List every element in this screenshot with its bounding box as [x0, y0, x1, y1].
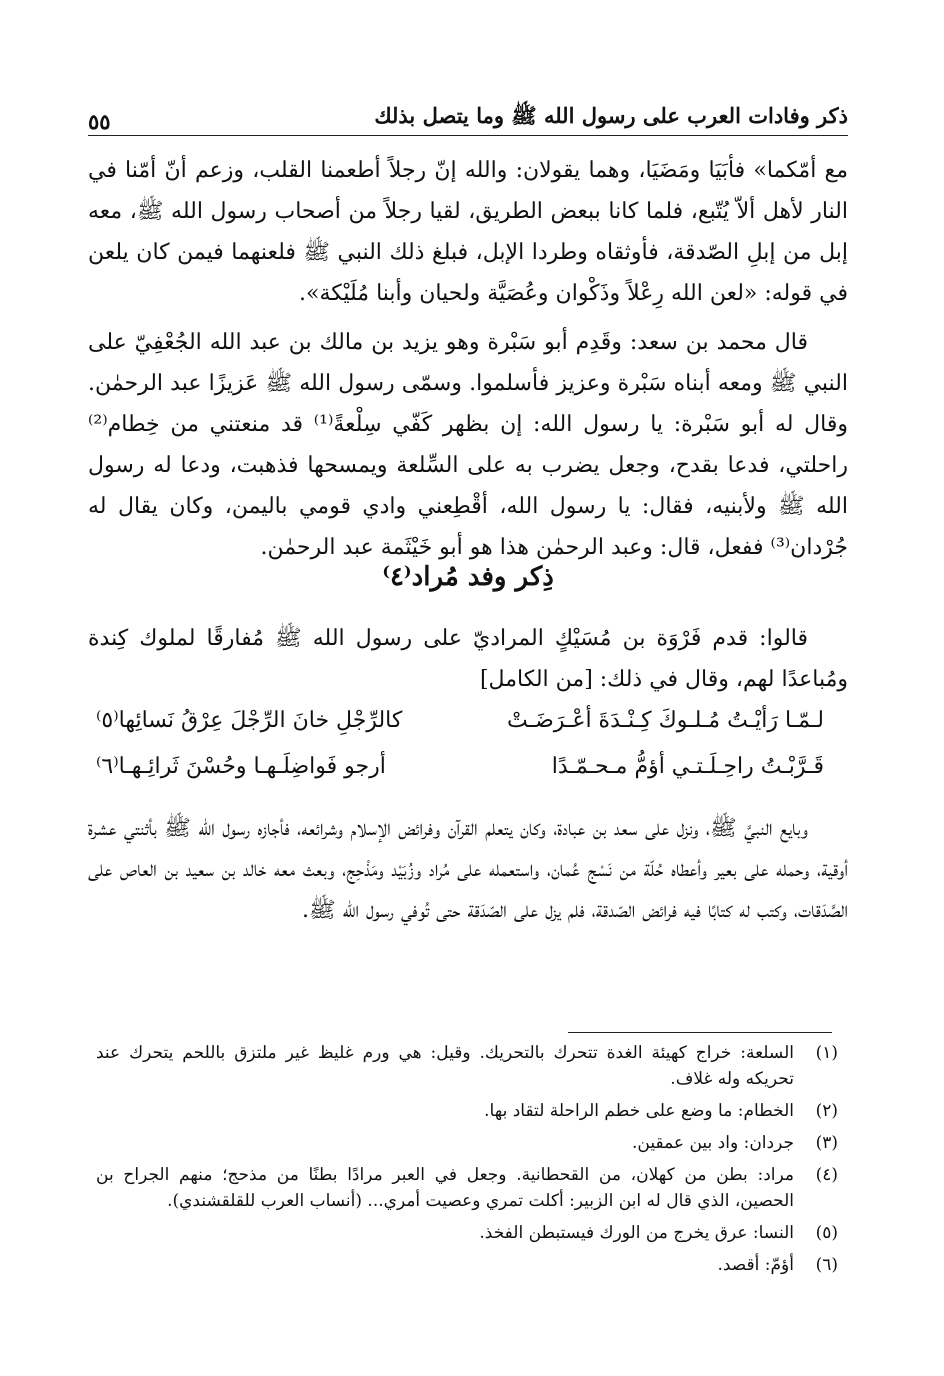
footnote-text: الخطام: ما وضع على خطم الراحلة لتقاد بها.	[484, 1101, 794, 1121]
paragraph-bayaa: وبايع النبيَّ ﷺ، ونزل على سعد بن عبادة، وكان يتعلم القرآن وفرائض الإسلام وشرائعه، فأجازه رسول الله ﷺ بأثنتي عشرة أوقية، وحمله على بعير وأعطاه حُلّة من نَسْج عُمان، واستعمله على مُراد وزُبَيْد ومَذْحِج، وبعث معه خالد بن سعيد بن العاص على الصَّدَقات، وكتب له كتابًا فيه فرائض الصّدقة، فلم يزل على الصّدَقة حتى تُوفي رسول الله ﷺ.	[88, 816, 848, 923]
footnote-text: مراد: بطن من كهلان، من القحطانية. وجعل في العبر مرادًا بطنًا من مذحج؛ منهم الجراح بن الحصين، الذي قال له ابن الزبير: أكلت تمري وعصيت أمري... (أنساب العرب للقلقشندي).	[96, 1165, 794, 1211]
verse-1-second-hemistich: كالرِّجْلِ خانَ الرِّجْلَ عِرْقُ نَسائِها⁽٥⁾	[96, 708, 403, 733]
verse-2-second-hemistich: أرجو فَواضِلَـهـا وحُسْنَ ثَرائِـهـا⁽٦⁾	[96, 754, 386, 779]
intro-paragraph	[88, 618, 848, 700]
footnote-item	[96, 1162, 838, 1214]
footnote-number: (٥)	[815, 1223, 838, 1243]
footnote-item	[96, 1098, 838, 1124]
running-title: ذكر وفادات العرب على رسول الله ﷺ وما يتصل بذلك	[374, 103, 848, 128]
footnote-number: (٢)	[815, 1101, 838, 1121]
section-heading: ذِكر وفد مُراد⁽٤⁾	[382, 562, 554, 592]
footnote-number: (٤)	[815, 1165, 838, 1185]
footnote-text: جردان: واد بين عمقين.	[632, 1133, 794, 1153]
header-divider	[88, 135, 848, 136]
footnote-item	[96, 1040, 838, 1092]
running-header	[88, 98, 848, 134]
footnote-text: النسا: عرق يخرج من الورك فيستبطن الفخذ.	[479, 1223, 794, 1243]
top-text-block	[88, 150, 848, 568]
paragraph-continuation: مع أمّكما» فأبَيَا ومَضَيَا، وهما يقولان: والله إنّ رجلاً أطعمنا القلب، وزعم أنّ أمّنا في النار لأهل ألاّ يُتّبع، فلما كانا ببعض الطريق، لقيا رجلاً من أصحاب رسول الله ﷺ، معه إبل من إبلِ الصّدقة، فأوثقاه وطردا الإبل، فبلغ ذلك النبي ﷺ فلعنهما فيمن كان يلعن في قوله: «لعن الله رِعْلاً وذَكْوان وعُصَيَّة ولحيان وأبنا مُلَيْكة».	[88, 158, 848, 306]
verse-line-1	[96, 708, 824, 733]
verse-2-first-hemistich: قَـرَّبْـتُ راحِـلَـتـي أؤمُّ مـحـمّـدًا	[551, 754, 824, 779]
footnote-item	[96, 1130, 838, 1156]
bottom-text-block	[88, 808, 848, 931]
footnote-divider	[568, 1032, 832, 1033]
verse-1-first-hemistich: لـمّـا رَأيْـتُ مُـلـوكَ كِـنْـدَةَ أعْـرَضَـتْ	[507, 708, 824, 733]
page-number: ٥٥	[88, 109, 111, 134]
paragraph-intro: قالوا: قدم فَرْوَة بن مُسَيْكٍ المراديّ على رسول الله ﷺ مُفارقًا لملوك كِندة ومُباعدًا لهم، وقال في ذلك: [من الكامل]	[88, 626, 848, 692]
footnote-item	[96, 1252, 838, 1278]
footnote-number: (٦)	[815, 1255, 838, 1275]
footnotes	[96, 1040, 838, 1284]
paragraph-ibn-saad: قال محمد بن سعد: وقَدِم أبو سَبْرة وهو يزيد بن مالك بن عبد الله الجُعْفِيّ على النبي ﷺ ومعه أبناه سَبْرة وعزيز فأسلموا. وسمّى رسول الله ﷺ عَزيزًا عبد الرحمٰن. وقال له أبو سَبْرة: يا رسول الله: إن بظهر كَفّي سِلْعةً⁽¹⁾ قد منعتني من خِطام⁽²⁾ راحلتي، فدعا بقدح، وجعل يضرب به على السِّلعة ويمسحها فذهبت، ودعا له رسول الله ﷺ ولأبنيه، فقال: يا رسول الله، أقْطِعني وادي قومي باليمن، وكان يقال له جُرْدان⁽³⁾ ففعل، قال: وعبد الرحمٰن هذا هو أبو خَيْثَمة عبد الرحمٰن.	[88, 330, 849, 560]
footnote-number: (١)	[815, 1043, 838, 1063]
footnote-number: (٣)	[815, 1133, 838, 1153]
footnote-text: السلعة: خراج كهيئة الغدة تتحرك بالتحريك. وقيل: هي ورم غليظ غير ملتزق باللحم يتحرك عند تحريكه وله غلاف.	[96, 1043, 794, 1089]
footnote-item	[96, 1220, 838, 1246]
footnote-text: أؤمّ: أقصد.	[717, 1255, 794, 1275]
verse-line-2	[96, 754, 824, 779]
